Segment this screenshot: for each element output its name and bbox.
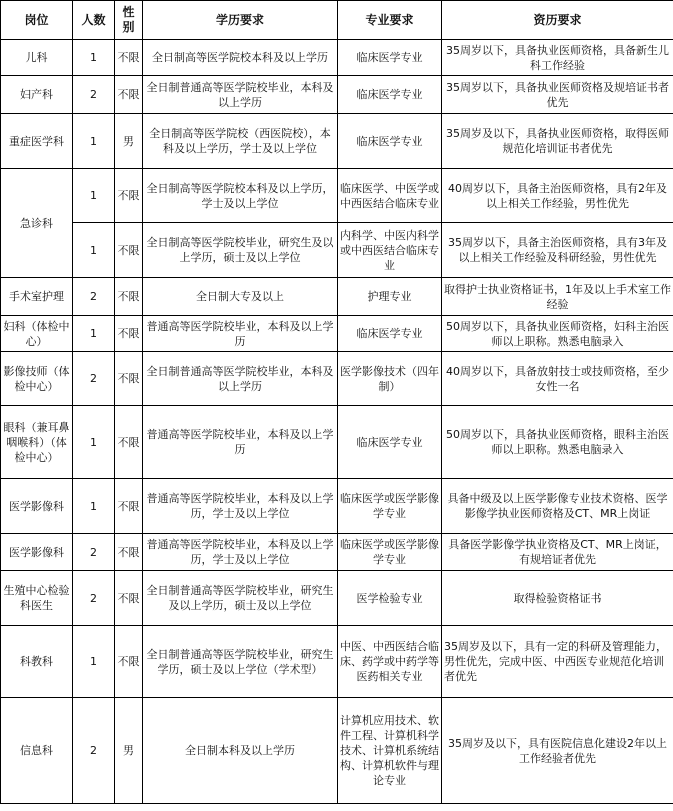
major-cell: 临床医学、中医学或中西医结合临床专业 [338,169,442,223]
qualification-cell: 具备医学影像学执业资格及CT、MR上岗证，有规培证者优先 [442,534,673,571]
gender-cell: 不限 [115,40,143,76]
count-cell: 2 [73,698,115,804]
header-row [1,1,673,40]
post-cell: 眼科（兼耳鼻咽喉科）（体检中心） [1,406,73,479]
header-count: 人数 [73,1,115,40]
gender-cell: 不限 [115,169,143,223]
education-cell: 普通高等医学院校毕业，本科及以上学历 [143,316,338,352]
gender-cell: 不限 [115,406,143,479]
gender-cell: 不限 [115,223,143,278]
table-row [1,316,673,352]
table-row [1,76,673,114]
post-cell: 妇科（体检中心） [1,316,73,352]
gender-cell: 不限 [115,479,143,534]
education-cell: 全日制普通高等医学院校毕业，本科及以上学历 [143,76,338,114]
major-cell: 中医、中西医结合临床、药学或中药学等医药相关专业 [338,626,442,698]
gender-cell: 男 [115,114,143,169]
table-row [1,698,673,804]
post-cell: 生殖中心检验科医生 [1,571,73,626]
major-cell: 临床医学或医学影像学专业 [338,479,442,534]
education-cell: 全日制普通高等医学院校毕业，研究生学历，硕士及以上学位（学术型） [143,626,338,698]
table-row [1,406,673,479]
table-row [1,534,673,571]
table-row [1,479,673,534]
education-cell: 全日制高等医学院校本科及以上学历，学士及以上学位 [143,169,338,223]
qualification-cell: 取得护士执业资格证书，1年及以上手术室工作经验 [442,278,673,316]
table-row [1,40,673,76]
gender-cell: 不限 [115,316,143,352]
count-cell: 2 [73,278,115,316]
major-cell: 临床医学专业 [338,406,442,479]
major-cell: 医学影像技术（四年制） [338,352,442,406]
major-cell: 临床医学专业 [338,40,442,76]
post-cell: 手术室护理 [1,278,73,316]
gender-cell: 男 [115,698,143,804]
header-major: 专业要求 [338,1,442,40]
qualification-cell: 40周岁以下，具备放射技士或技师资格，至少女性一名 [442,352,673,406]
header-post: 岗位 [1,1,73,40]
table-row [1,571,673,626]
count-cell: 1 [73,114,115,169]
count-cell: 2 [73,571,115,626]
table-row [1,626,673,698]
gender-cell: 不限 [115,571,143,626]
education-cell: 全日制普通高等医学院校毕业，本科及以上学历 [143,352,338,406]
gender-cell: 不限 [115,76,143,114]
header-qualification: 资历要求 [442,1,673,40]
count-cell: 1 [73,223,115,278]
post-cell: 急诊科 [1,169,73,278]
qualification-cell: 35周岁及以下，具有医院信息化建设2年以上工作经验者优先 [442,698,673,804]
qualification-cell: 具备中级及以上医学影像专业技术资格、医学影像学执业医师资格及CT、MR上岗证 [442,479,673,534]
gender-cell: 不限 [115,352,143,406]
table-row [1,278,673,316]
education-cell: 全日制普通高等医学院校毕业，研究生及以上学历，硕士及以上学位 [143,571,338,626]
education-cell: 全日制本科及以上学历 [143,698,338,804]
education-cell: 普通高等医学院校毕业，本科及以上学历，学士及以上学位 [143,479,338,534]
count-cell: 1 [73,316,115,352]
qualification-cell: 35周岁及以下，具备执业医师资格，取得医师规范化培训证书者优先 [442,114,673,169]
major-cell: 临床医学专业 [338,114,442,169]
table-row [1,114,673,169]
major-cell: 医学检验专业 [338,571,442,626]
count-cell: 2 [73,352,115,406]
major-cell: 护理专业 [338,278,442,316]
table-row [1,169,673,223]
count-cell: 1 [73,40,115,76]
post-cell: 医学影像科 [1,479,73,534]
post-cell: 影像技师（体检中心） [1,352,73,406]
qualification-cell: 35周岁以下，具备执业医师资格及规培证书者优先 [442,76,673,114]
gender-cell: 不限 [115,626,143,698]
education-cell: 全日制高等医学院校本科及以上学历 [143,40,338,76]
education-cell: 全日制高等医学院校毕业，研究生及以上学历，硕士及以上学位 [143,223,338,278]
count-cell: 1 [73,626,115,698]
major-cell: 临床医学专业 [338,76,442,114]
count-cell: 2 [73,534,115,571]
post-cell: 重症医学科 [1,114,73,169]
header-gender: 性别 [115,1,143,40]
post-cell: 妇产科 [1,76,73,114]
major-cell: 临床医学或医学影像学专业 [338,534,442,571]
education-cell: 普通高等医学院校毕业，本科及以上学历，学士及以上学位 [143,534,338,571]
gender-cell: 不限 [115,534,143,571]
qualification-cell: 50周岁以下，具备执业医师资格，眼科主治医师以上职称。熟悉电脑录入 [442,406,673,479]
education-cell: 全日制大专及以上 [143,278,338,316]
table-row [1,223,673,278]
education-cell: 全日制高等医学院校（西医院校），本科及以上学历，学士及以上学位 [143,114,338,169]
qualification-cell: 35周岁以下，具备执业医师资格，具备新生儿科工作经验 [442,40,673,76]
qualification-cell: 35周岁以下，具备主治医师资格，具有3年及以上相关工作经验及科研经验，男性优先 [442,223,673,278]
post-cell: 信息科 [1,698,73,804]
major-cell: 内科学、中医内科学或中西医结合临床专业 [338,223,442,278]
post-cell: 科教科 [1,626,73,698]
major-cell: 临床医学专业 [338,316,442,352]
major-cell: 计算机应用技术、软件工程、计算机科学技术、计算机系统结构、计算机软件与理论专业 [338,698,442,804]
count-cell: 1 [73,479,115,534]
education-cell: 普通高等医学院校毕业，本科及以上学历 [143,406,338,479]
count-cell: 1 [73,169,115,223]
count-cell: 2 [73,76,115,114]
post-cell: 儿科 [1,40,73,76]
gender-cell: 不限 [115,278,143,316]
post-cell: 医学影像科 [1,534,73,571]
qualification-cell: 35周岁及以下，具有一定的科研及管理能力，男性优先，完成中医、中西医专业规范化培训者优先 [442,626,673,698]
qualification-cell: 40周岁以下，具备主治医师资格，具有2年及以上相关工作经验，男性优先 [442,169,673,223]
header-education: 学历要求 [143,1,338,40]
qualification-cell: 50周岁以下，具备执业医师资格，妇科主治医师以上职称。熟悉电脑录入 [442,316,673,352]
qualification-cell: 取得检验资格证书 [442,571,673,626]
count-cell: 1 [73,406,115,479]
table-row [1,352,673,406]
